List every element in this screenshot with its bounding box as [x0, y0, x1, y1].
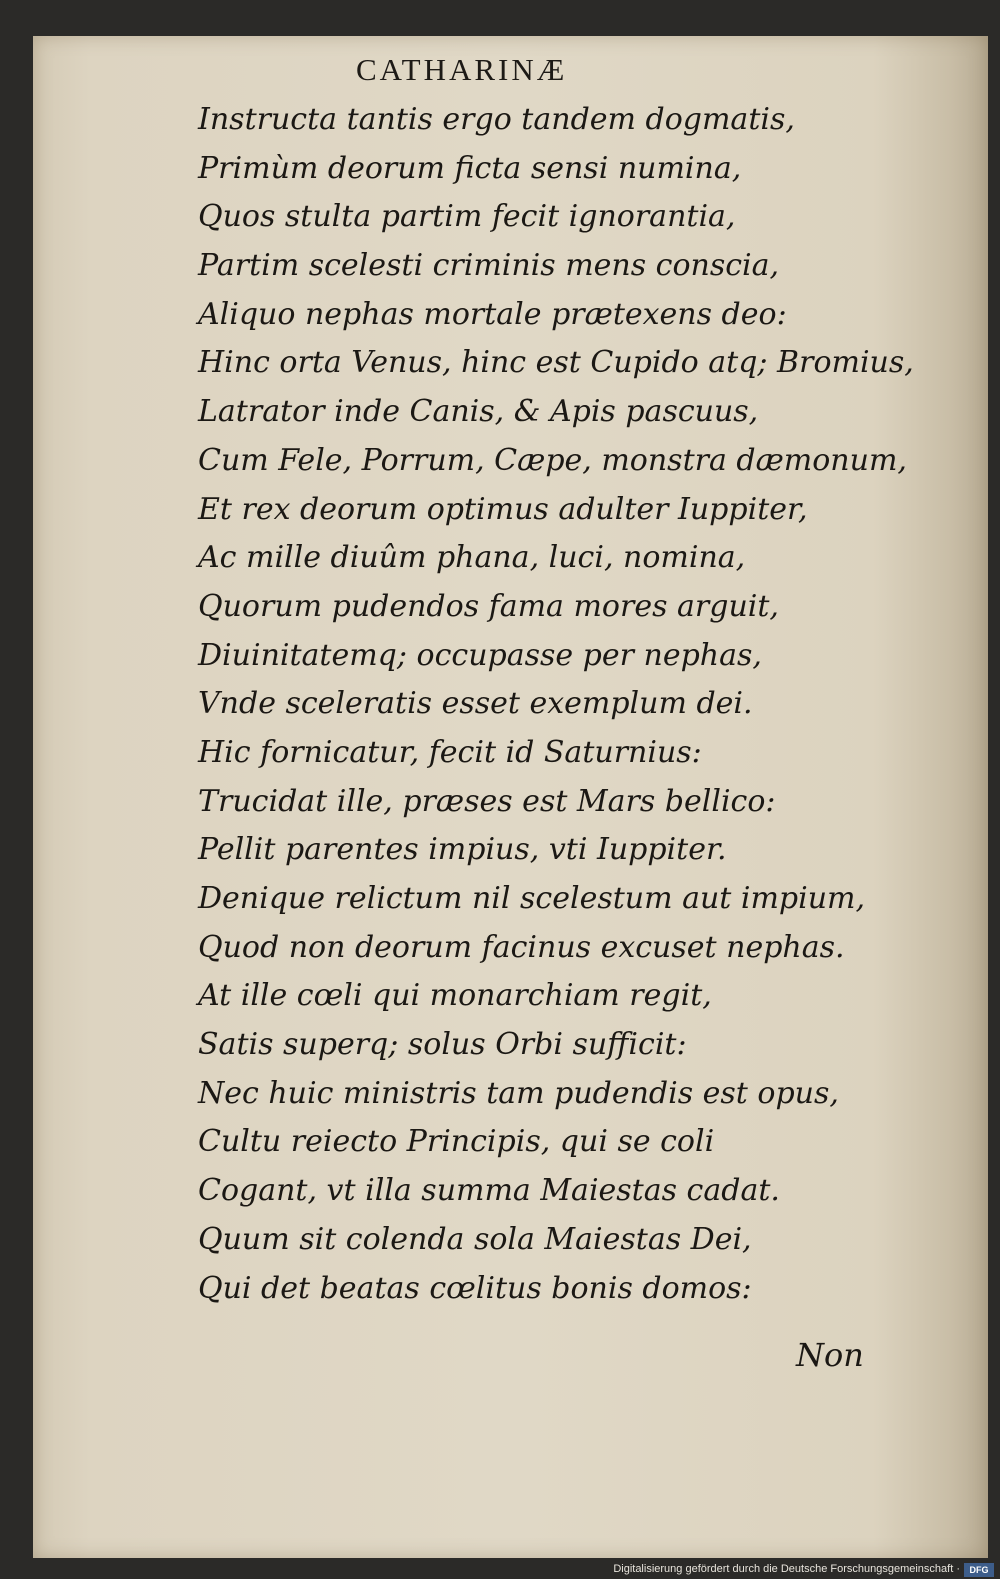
verse-block — [198, 96, 918, 1313]
verse-line: Latrator inde Canis, & Apis pascuus, — [198, 394, 759, 430]
verse-line: Primùm deorum ficta sensi numina, — [198, 150, 742, 186]
verse-line: Pellit parentes impius, vti Iuppiter. — [198, 832, 727, 868]
verse-line: Trucidat ille, præses est Mars bellico: — [198, 783, 776, 819]
verse-line: Aliquo nephas mortale prætexens deo: — [198, 296, 787, 332]
verse-line: Qui det beatas cœlitus bonis domos: — [198, 1270, 752, 1306]
verse-line: Quum sit colenda sola Maiestas Dei, — [198, 1221, 752, 1257]
verse-line: Et rex deorum optimus adulter Iuppiter, — [198, 491, 808, 527]
show-through-text — [915, 106, 1000, 1486]
verse-line: Denique relictum nil scelestum aut impium, — [198, 881, 866, 916]
verse-line: Nec huic ministris tam pudendis est opus, — [198, 1075, 839, 1111]
dfg-logo: DFG — [964, 1563, 994, 1577]
verse-line: Vnde sceleratis esset exemplum dei. — [198, 686, 753, 722]
verse-line: Partim scelesti criminis mens conscia, — [198, 248, 780, 284]
verse-line: At ille cœli qui monarchiam regit, — [198, 978, 712, 1014]
verse-line: Cum Fele, Porrum, Cæpe, monstra dæmonum, — [198, 442, 907, 478]
verse-line: Hic fornicatur, fecit id Saturnius: — [198, 734, 702, 770]
verse-line: Quod non deorum facinus excuset nephas. — [198, 929, 845, 965]
verse-line: Diuinitatemq; occupasse per nephas, — [198, 637, 762, 673]
verse-line: Quorum pudendos fama mores arguit, — [198, 588, 779, 624]
running-header: CATHARINÆ — [356, 52, 568, 87]
funding-notice: Digitalisierung gefördert durch die Deutsche Forschungsgemeinschaft · — [613, 1563, 960, 1575]
verse-line: Quos stulta partim fecit ignorantia, — [198, 199, 736, 235]
verse-line: Ac mille diuûm phana, luci, nomina, — [198, 540, 746, 576]
verse-line: Cogant, vt illa summa Maiestas cadat. — [198, 1173, 780, 1209]
verse-line: Satis superq; solus Orbi sufficit: — [198, 1027, 687, 1063]
verse-line: Hinc orta Venus, hinc est Cupido atq; Bromius, — [198, 345, 914, 381]
verse-line: Instructa tantis ergo tandem dogmatis, — [198, 102, 795, 137]
catchword: Non — [796, 1336, 864, 1374]
verse-line: Cultu reiecto Principis, qui se coli — [198, 1124, 715, 1160]
